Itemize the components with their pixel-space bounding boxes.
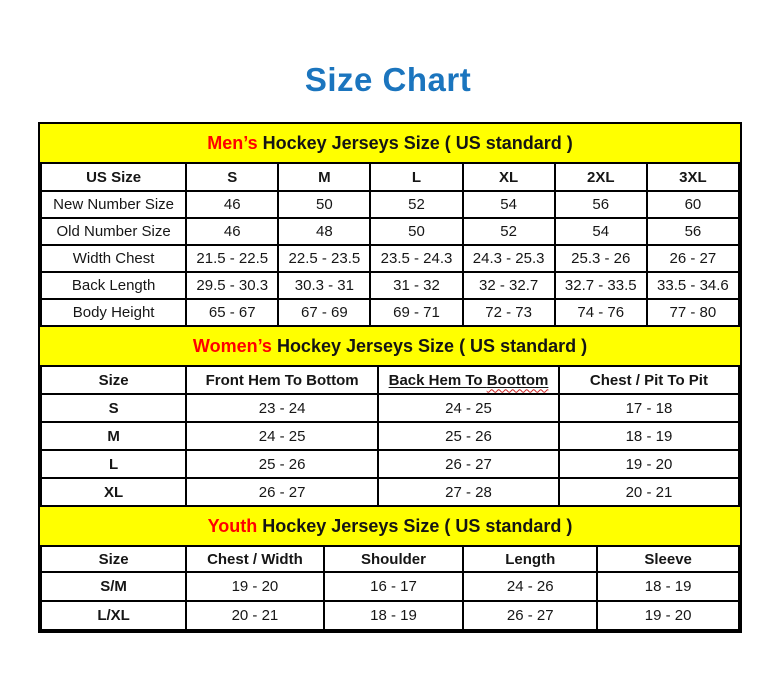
row-label-cell: M bbox=[41, 422, 186, 450]
column-header-cell: 3XL bbox=[647, 163, 739, 191]
value-cell: 72 - 73 bbox=[463, 299, 555, 326]
youth-header-row bbox=[41, 546, 739, 572]
value-cell: 77 - 80 bbox=[647, 299, 739, 326]
value-cell: 65 - 67 bbox=[186, 299, 278, 326]
row-label-cell: New Number Size bbox=[41, 191, 186, 218]
column-header-cell: L bbox=[370, 163, 462, 191]
mens-section-header bbox=[40, 124, 740, 162]
value-cell: 54 bbox=[463, 191, 555, 218]
value-cell: 26 - 27 bbox=[647, 245, 739, 272]
column-header-cell: Front Hem To Bottom bbox=[186, 366, 378, 394]
value-cell: 32.7 - 33.5 bbox=[555, 272, 647, 299]
column-header-cell: XL bbox=[463, 163, 555, 191]
value-cell: 33.5 - 34.6 bbox=[647, 272, 739, 299]
value-cell: 22.5 - 23.5 bbox=[278, 245, 370, 272]
value-cell: 52 bbox=[463, 218, 555, 245]
column-header-cell: Sleeve bbox=[597, 546, 739, 572]
row-label-cell: S bbox=[41, 394, 186, 422]
table-row bbox=[41, 218, 739, 245]
value-cell: 60 bbox=[647, 191, 739, 218]
row-label-cell: XL bbox=[41, 478, 186, 506]
value-cell: 50 bbox=[370, 218, 462, 245]
value-cell: 23 - 24 bbox=[186, 394, 378, 422]
column-header-cell: Shoulder bbox=[324, 546, 464, 572]
table-row bbox=[41, 394, 739, 422]
table-row bbox=[41, 272, 739, 299]
youth-size-table bbox=[40, 545, 740, 631]
value-cell: 17 - 18 bbox=[559, 394, 739, 422]
value-cell: 26 - 27 bbox=[463, 601, 597, 630]
column-header-cell: S bbox=[186, 163, 278, 191]
column-header-cell: US Size bbox=[41, 163, 186, 191]
table-row bbox=[41, 245, 739, 272]
value-cell: 46 bbox=[186, 191, 278, 218]
value-cell: 25 - 26 bbox=[378, 422, 559, 450]
value-cell: 24 - 25 bbox=[186, 422, 378, 450]
value-cell: 19 - 20 bbox=[597, 601, 739, 630]
page-title: Size Chart bbox=[304, 61, 472, 98]
column-header-cell: Chest / Pit To Pit bbox=[559, 366, 739, 394]
womens-header-row bbox=[41, 366, 739, 394]
womens-section-header-text: Hockey Jerseys Size ( US standard ) bbox=[271, 336, 588, 356]
value-cell: 32 - 32.7 bbox=[463, 272, 555, 299]
column-header-cell: Chest / Width bbox=[186, 546, 324, 572]
womens-section-highlight: Women’s bbox=[192, 336, 272, 356]
womens-size-table bbox=[40, 365, 740, 507]
mens-section-header-text: Hockey Jerseys Size ( US standard ) bbox=[257, 133, 573, 153]
youth-section-header bbox=[40, 507, 740, 545]
value-cell: 50 bbox=[278, 191, 370, 218]
misspelled-word: Boottom bbox=[486, 371, 549, 389]
table-row bbox=[41, 572, 739, 601]
value-cell: 25 - 26 bbox=[186, 450, 378, 478]
value-cell: 24 - 26 bbox=[463, 572, 597, 601]
value-cell: 54 bbox=[555, 218, 647, 245]
table-row bbox=[41, 422, 739, 450]
value-cell: 69 - 71 bbox=[370, 299, 462, 326]
value-cell: 25.3 - 26 bbox=[555, 245, 647, 272]
value-cell: 30.3 - 31 bbox=[278, 272, 370, 299]
row-label-cell: Body Height bbox=[41, 299, 186, 326]
table-row bbox=[41, 450, 739, 478]
back-hem-prefix: Back Hem To bbox=[388, 371, 487, 389]
column-header-cell: Size bbox=[41, 546, 186, 572]
value-cell: 23.5 - 24.3 bbox=[370, 245, 462, 272]
value-cell: 27 - 28 bbox=[378, 478, 559, 506]
value-cell: 19 - 20 bbox=[186, 572, 324, 601]
row-label-cell: Back Length bbox=[41, 272, 186, 299]
value-cell: 48 bbox=[278, 218, 370, 245]
value-cell: 29.5 - 30.3 bbox=[186, 272, 278, 299]
value-cell: 74 - 76 bbox=[555, 299, 647, 326]
value-cell: 31 - 32 bbox=[370, 272, 462, 299]
value-cell: 26 - 27 bbox=[378, 450, 559, 478]
value-cell: 18 - 19 bbox=[559, 422, 739, 450]
table-row bbox=[41, 601, 739, 630]
table-row bbox=[41, 478, 739, 506]
table-row bbox=[41, 299, 739, 326]
column-header-cell: Length bbox=[463, 546, 597, 572]
value-cell: 56 bbox=[555, 191, 647, 218]
value-cell: 16 - 17 bbox=[324, 572, 464, 601]
womens-section-header bbox=[40, 327, 740, 365]
youth-section-highlight: Youth bbox=[207, 516, 258, 536]
mens-section-highlight: Men’s bbox=[207, 133, 258, 153]
back-hem-header-underlined bbox=[389, 372, 549, 389]
value-cell: 24 - 25 bbox=[378, 394, 559, 422]
column-header-cell: M bbox=[278, 163, 370, 191]
column-header-cell: Size bbox=[41, 366, 186, 394]
row-label-cell: L bbox=[41, 450, 186, 478]
value-cell: 24.3 - 25.3 bbox=[463, 245, 555, 272]
value-cell: 52 bbox=[370, 191, 462, 218]
size-chart-container bbox=[38, 122, 742, 633]
value-cell: 56 bbox=[647, 218, 739, 245]
column-header-cell: 2XL bbox=[555, 163, 647, 191]
value-cell: 46 bbox=[186, 218, 278, 245]
value-cell: 26 - 27 bbox=[186, 478, 378, 506]
value-cell: 18 - 19 bbox=[597, 572, 739, 601]
value-cell: 18 - 19 bbox=[324, 601, 464, 630]
row-label-cell: S/M bbox=[41, 572, 186, 601]
row-label-cell: Old Number Size bbox=[41, 218, 186, 245]
table-row bbox=[41, 191, 739, 218]
row-label-cell: Width Chest bbox=[41, 245, 186, 272]
youth-section-header-text: Hockey Jerseys Size ( US standard ) bbox=[257, 516, 573, 536]
row-label-cell: L/XL bbox=[41, 601, 186, 630]
value-cell: 20 - 21 bbox=[559, 478, 739, 506]
value-cell: 20 - 21 bbox=[186, 601, 324, 630]
value-cell: 19 - 20 bbox=[559, 450, 739, 478]
value-cell: 21.5 - 22.5 bbox=[186, 245, 278, 272]
mens-header-row bbox=[41, 163, 739, 191]
column-header-cell-back-hem bbox=[378, 366, 559, 394]
value-cell: 67 - 69 bbox=[278, 299, 370, 326]
mens-size-table bbox=[40, 162, 740, 327]
